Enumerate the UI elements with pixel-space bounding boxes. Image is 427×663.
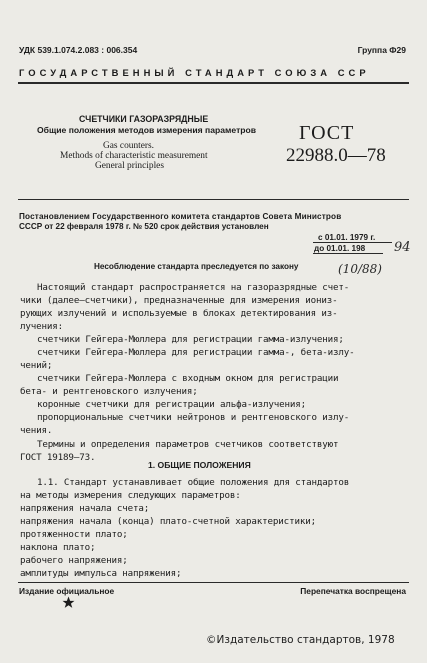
intro-line: ГОСТ 19189—73. [20,452,96,463]
decree-from-date: с 01.01. 1979 г. [318,233,376,242]
intro-line: счетчики Гейгера-Мюллера для регистрации гамма-излучения; [37,334,344,345]
intro-line: коронные счетчики для регистрации альфа-излучения; [37,399,307,410]
udk-code: УДК 539.1.074.2.083 : 006.354 [19,45,138,55]
intro-line: рующих излучений и используемые в блоках детектирования из- [20,308,338,319]
intro-line: Термины и определения параметров счетчиков соответствуют [37,439,339,450]
section-line: на методы измерения следующих параметров: [20,490,241,501]
intro-line: Настоящий стандарт распространяется на газоразрядные счет- [37,282,350,293]
penalty-note: Несоблюдение стандарта преследуется по закону [94,262,299,271]
intro-line: счетчики Гейгера-Мюллера с входным окном для регистрации [37,373,339,384]
intro-line: счетчики Гейгера-Мюллера для регистрации гамма-, бета-излу- [37,347,355,358]
section-line: протяженности плато; [20,529,128,540]
title-divider [18,199,409,200]
section-line: рабочего напряжения; [20,555,128,566]
official-edition: Издание официальное [19,586,115,596]
section-line: напряжения начала (конца) плато-счетной характеристики; [20,516,316,527]
handwritten-year: 94 [394,240,411,255]
section-line: наклона плато; [20,542,96,553]
to-date-underline [313,253,383,254]
intro-line: пропорциональные счетчики нейтронов и рентгеновского излу- [37,412,350,423]
gost-number: 22988.0—78 [286,145,386,166]
gost-label: ГОСТ [299,122,355,144]
section-line: напряжения начала счета; [20,503,150,514]
intro-line: чений; [20,360,53,371]
intro-line: бета- и рентгеновского излучения; [20,386,198,397]
en-title-line-3: General principles [95,161,164,171]
from-date-underline [313,242,392,243]
section-line: 1.1. Стандарт устанавливает общие положения для стандартов [37,477,350,488]
section-line: амплитуды импульса напряжения; [20,568,182,579]
star-icon [62,596,75,609]
section-heading: 1. ОБЩИЕ ПОЛОЖЕНИЯ [148,460,251,470]
decree-to-date: до 01.01. 198 [314,244,366,253]
reprint-notice: Перепечатка воспрещена [300,586,406,596]
decree-line-2: СССР от 22 февраля 1978 г. № 520 срок действия установлен [19,222,269,231]
group-code: Группа Ф29 [357,45,406,55]
en-title-line-2: Methods of characteristic measurement [60,151,208,161]
state-standard-banner: ГОСУДАРСТВЕННЫЙ СТАНДАРТ СОЮЗА ССР [19,67,370,78]
ru-subtitle: Общие положения методов измерения параметров [37,125,257,135]
en-title-line-1: Gas counters. [103,141,155,151]
intro-line: чики (далее—счетчики), предназначенные для измерения иониз- [20,295,338,306]
publisher-copyright: ©Издательство стандартов, 1978 [206,634,395,646]
footer-divider [18,582,409,583]
decree-line-1: Постановлением Государственного комитета стандартов Совета Министров [19,212,342,221]
header-divider [18,82,409,84]
intro-line: чения. [20,425,53,436]
handwritten-note: (10/88) [338,262,382,276]
ru-title: СЧЕТЧИКИ ГАЗОРАЗРЯДНЫЕ [79,114,209,124]
intro-line: лучения: [20,321,64,332]
